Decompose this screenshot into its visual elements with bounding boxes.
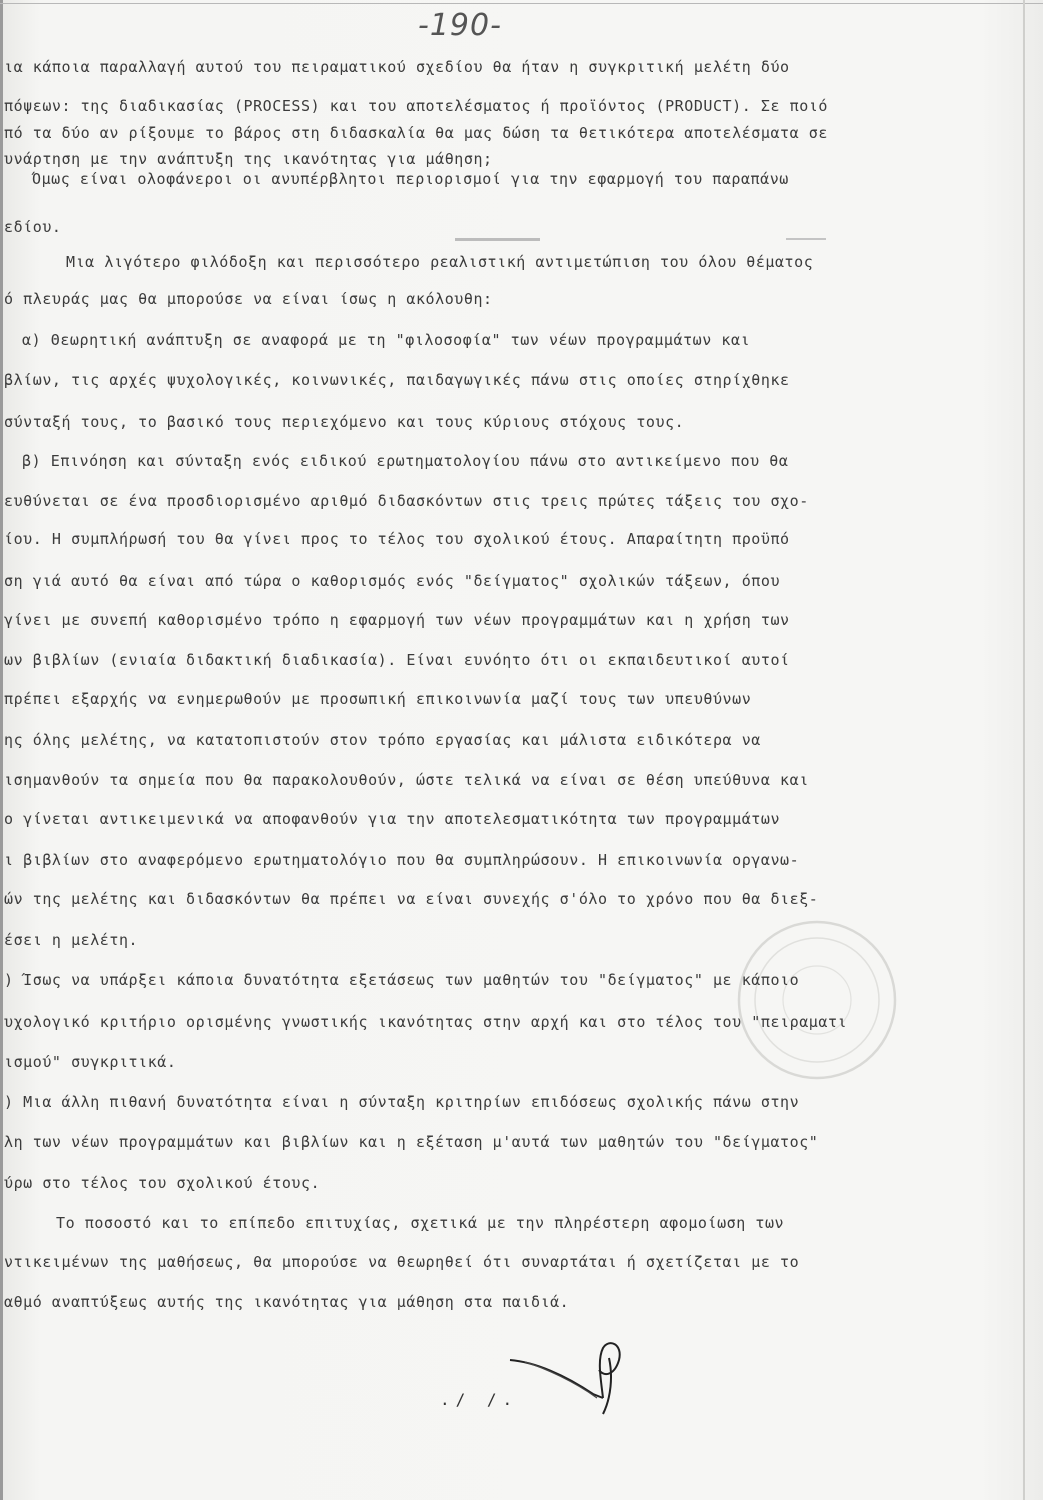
text-line-14: ίου. Η συμπλήρωσή του θα γίνει προς το τέλος του σχολικού έτους. Απαραίτητη προϋπό: [4, 530, 790, 548]
underline-mark-2: [786, 238, 826, 240]
text-line-23: ών της μελέτης και διδασκόντων θα πρέπει να είναι συνεχής σ'όλο το χρόνο που θα διεξ-: [4, 890, 819, 908]
text-line-20: ισημανθούν τα σημεία που θα παρακολουθούν, ώστε τελικά να είναι σε θέση υπεύθυνα και: [4, 771, 809, 789]
continuation-mark: ./ /.: [440, 1390, 519, 1409]
text-line-11: σύνταξή τους, το βασικό τους περιεχόμενο και τους κύριους στόχους τους.: [4, 413, 685, 431]
text-line-12: β) Επινόηση και σύνταξη ενός ειδικού ερωτηματολογίου πάνω στο αντικείμενο που θα: [22, 452, 789, 470]
text-line-19: ης όλης μελέτης, να κατατοπιστούν στον τρόπο εργασίας και μάλιστα ειδικότερα να: [4, 731, 761, 749]
text-line-9: α) Θεωρητική ανάπτυξη σε αναφορά με τη "φιλοσοφία" των νέων προγραμμάτων και: [22, 331, 751, 349]
text-line-31: Το ποσοστό και το επίπεδο επιτυχίας, σχετικά με την πληρέστερη αφομοίωση των: [56, 1214, 785, 1232]
text-line-3: πό τα δύο αν ρίξουμε το βάρος στη διδασκαλία θα μας δώση τα θετικότερα αποτελέσματα σε: [4, 124, 828, 142]
text-line-5: Όμως είναι ολοφάνεροι οι ανυπέρβλητοι περιορισμοί για την εφαρμογή του παραπάνω: [32, 170, 789, 188]
faded-stamp: [732, 915, 902, 1085]
text-line-26: υχολογικό κριτήριο ορισμένης γνωστικής ικανότητας στην αρχή και στο τέλος του "πειραματι: [4, 1013, 848, 1031]
text-line-29: λη των νέων προγραμμάτων και βιβλίων και η εξέταση μ'αυτά των μαθητών του "δείγματος": [4, 1133, 819, 1151]
text-line-16: γίνει με συνεπή καθορισμένο τρόπο η εφαρμογή των νέων προγραμμάτων και η χρήση των: [4, 611, 790, 629]
underline-mark: [455, 238, 540, 241]
text-line-21: ο γίνεται αντικειμενικά να αποφανθούν για την αποτελεσματικότητα των προγραμμάτων: [4, 810, 781, 828]
handwritten-signature: [505, 1340, 645, 1420]
text-line-17: ων βιβλίων (ενιαία διδακτική διαδικασία). Είναι ευνόητο ότι οι εκπαιδευτικοί αυτοί: [4, 651, 790, 669]
text-line-18: πρέπει εξαρχής να ενημερωθούν με προσωπική επικοινωνία μαζί τους των υπευθύνων: [4, 690, 752, 708]
text-line-8: ό πλευράς μας θα μπορούσε να είναι ίσως η ακόλουθη:: [4, 290, 493, 308]
text-line-33: αθμό αναπτύξεως αυτής της ικανότητας για μάθηση στα παιδιά.: [4, 1293, 570, 1311]
text-line-7: Μια λιγότερο φιλόδοξη και περισσότερο ρεαλιστική αντιμετώπιση του όλου θέματος: [66, 253, 814, 271]
text-line-13: ευθύνεται σε ένα προσδιορισμένο αριθμό διδασκόντων στις τρεις πρώτες τάξεις του σχο-: [4, 492, 809, 510]
text-line-25: ) Ίσως να υπάρξει κάποια δυνατότητα εξετάσεως των μαθητών του "δείγματος" με κάποιο: [4, 971, 800, 989]
text-line-32: ντικειμένων της μαθήσεως, θα μπορούσε να θεωρηθεί ότι συναρτάται ή σχετίζεται με το: [4, 1253, 800, 1271]
text-line-1: ια κάποια παραλλαγή αυτού του πειραματικού σχεδίου θα ήταν η συγκριτική μελέτη δύο: [4, 58, 790, 76]
text-line-4: υνάρτηση με την ανάπτυξη της ικανότητας για μάθηση;: [4, 150, 493, 168]
text-line-6: εδίου.: [4, 218, 62, 236]
text-line-2: πόψεων: της διαδικασίας (PROCESS) και του αποτελέσματος ή προϊόντος (PRODUCT). Σε ποιό: [4, 97, 828, 115]
text-line-22: ι βιβλίων στο αναφερόμενο ερωτηματολόγιο που θα συμπληρώσουν. Η επικοινωνία οργανω-: [4, 851, 800, 869]
text-line-27: ισμού" συγκριτικά.: [4, 1053, 177, 1071]
text-line-30: ύρω στο τέλος του σχολικού έτους.: [4, 1174, 321, 1192]
text-line-24: έσει η μελέτη.: [4, 931, 139, 949]
text-line-15: ση γιά αυτό θα είναι από τώρα ο καθορισμός ενός "δείγματος" σχολικών τάξεων, όπου: [4, 572, 781, 590]
page-number: -190-: [418, 8, 502, 43]
page-left-edge: [0, 0, 3, 1500]
page-top-rule: [0, 3, 1043, 4]
page-right-rule: [1023, 0, 1025, 1500]
text-line-28: ) Μια άλλη πιθανή δυνατότητα είναι η σύνταξη κριτηρίων επιδόσεως σχολικής πάνω στην: [4, 1093, 800, 1111]
text-line-10: βλίων, τις αρχές ψυχολογικές, κοινωνικές, παιδαγωγικές πάνω στις οποίες στηρίχθηκε: [4, 371, 790, 389]
